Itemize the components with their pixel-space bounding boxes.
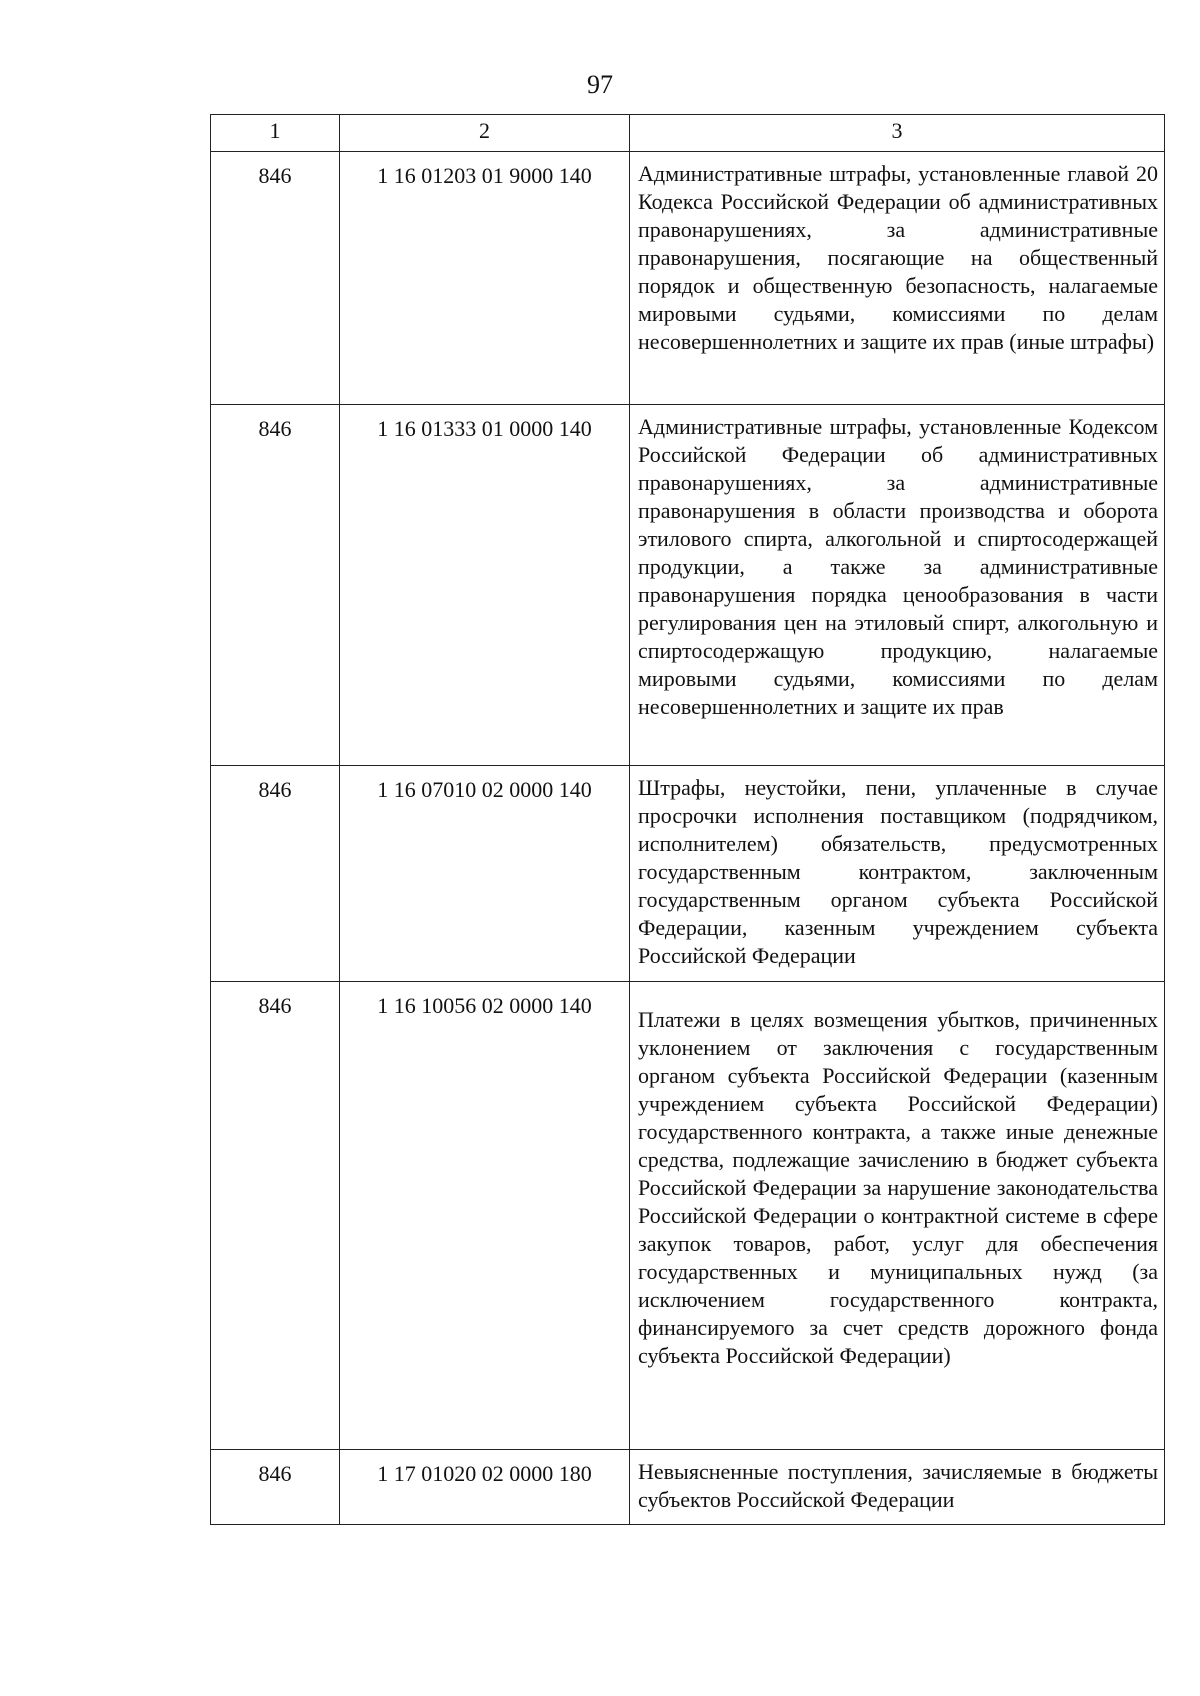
- column-header-1: 1: [211, 115, 340, 152]
- table-row: [211, 1450, 1165, 1525]
- table-row: [211, 766, 1165, 982]
- column-header-3: 3: [630, 115, 1165, 152]
- table-row: [211, 152, 1165, 405]
- admin-code-cell: 846: [211, 405, 340, 766]
- admin-code-cell: 846: [211, 766, 340, 982]
- admin-code-cell: 846: [211, 982, 340, 1450]
- page-number: 97: [587, 70, 613, 99]
- kbk-code-cell: 1 16 10056 02 0000 140: [340, 982, 630, 1450]
- description-cell: Штрафы, неустойки, пени, уплаченные в случае просрочки исполнения поставщиком (подрядчиком, исполнителем) обязательств, предусмотренных государственным контрактом, заключенным государственным органом субъекта Российской Федерации, казенным учреждением субъекта Российской Федерации: [630, 766, 1165, 982]
- column-header-2: 2: [340, 115, 630, 152]
- admin-code-cell: 846: [211, 152, 340, 405]
- description-cell: Административные штрафы, установленные Кодексом Российской Федерации об административных правонарушениях, за административные правонарушения в области производства и оборота этилового спирта, алкогольной и спиртосодержащей продукции, а также за административные правонарушения порядка ценообразования в части регулирования цен на этиловый спирт, алкогольную и спиртосодержащую продукцию, налагаемые мировыми судьями, комиссиями по делам несовершеннолетних и защите их прав: [630, 405, 1165, 766]
- kbk-code-cell: 1 16 01203 01 9000 140: [340, 152, 630, 405]
- revenue-codes-table: [210, 114, 1165, 1525]
- table-row: [211, 405, 1165, 766]
- table-row: [211, 982, 1165, 1450]
- table-header-row: [211, 115, 1165, 152]
- description-cell: Административные штрафы, установленные главой 20 Кодекса Российской Федерации об административных правонарушениях, за административные правонарушения, посягающие на общественный порядок и общественную безопасность, налагаемые мировыми судьями, комиссиями по делам несовершеннолетних и защите их прав (иные штрафы): [630, 152, 1165, 405]
- admin-code-cell: 846: [211, 1450, 340, 1525]
- kbk-code-cell: 1 17 01020 02 0000 180: [340, 1450, 630, 1525]
- description-cell: Платежи в целях возмещения убытков, причиненных уклонением от заключения с государственным органом субъекта Российской Федерации (казенным учреждением субъекта Российской Федерации) государственного контракта, а также иные денежные средства, подлежащие зачислению в бюджет субъекта Российской Федерации за нарушение законодательства Российской Федерации о контрактной системе в сфере закупок товаров, работ, услуг для обеспечения государственных и муниципальных нужд (за исключением государственного контракта, финансируемого за счет средств дорожного фонда субъекта Российской Федерации): [630, 982, 1165, 1450]
- description-cell: Невыясненные поступления, зачисляемые в бюджеты субъектов Российской Федерации: [630, 1450, 1165, 1525]
- kbk-code-cell: 1 16 07010 02 0000 140: [340, 766, 630, 982]
- kbk-code-cell: 1 16 01333 01 0000 140: [340, 405, 630, 766]
